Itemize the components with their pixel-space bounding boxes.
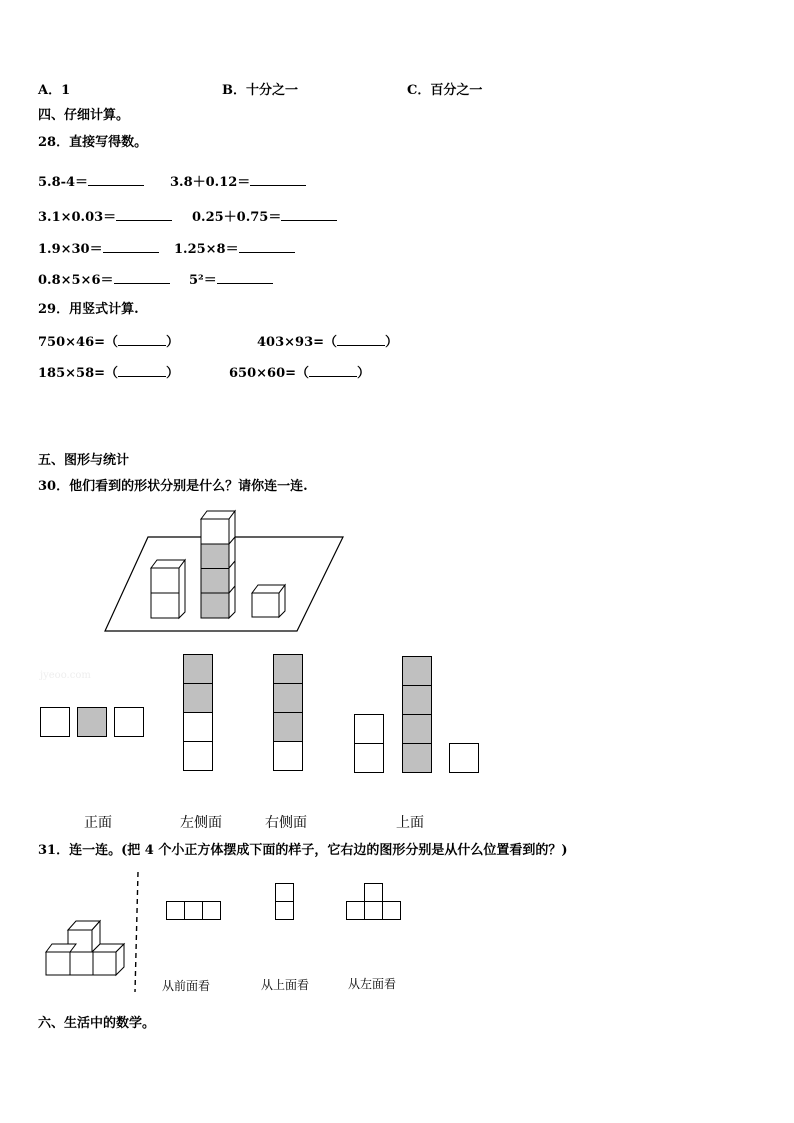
watermark: jyeoo.com [40, 670, 91, 681]
view-cube [273, 683, 303, 713]
q31-view-cell [166, 901, 185, 920]
view-cube [183, 741, 213, 771]
q29-item: 185×58=（ ） [38, 366, 180, 381]
single-cube [252, 585, 285, 617]
view-cube [183, 683, 213, 713]
q30-label-front: 正面 [84, 815, 112, 831]
view-cube [449, 743, 479, 773]
q31-label-top: 从上面看 [261, 978, 310, 992]
q28-title: 28．直接写得数。 [38, 135, 148, 150]
view-cube [273, 654, 303, 684]
view-cube [273, 712, 303, 742]
view-cube [183, 712, 213, 742]
q29-item: 650×60=（ ） [229, 366, 371, 381]
q31-view-cell [184, 901, 203, 920]
q30-title: 30．他们看到的形状分别是什么？请你连一连. [38, 479, 308, 494]
q28-item: 0.8×5×6＝ [38, 271, 170, 289]
q30-label-top: 上面 [396, 815, 424, 831]
view-cube [402, 685, 432, 715]
q29-item: 403×93=（ ） [257, 335, 399, 350]
q31-view-cell [202, 901, 221, 920]
section-6-title: 六、生活中的数学。 [38, 1016, 156, 1031]
view-cube [77, 707, 107, 737]
option-c: C．百分之一 [407, 83, 483, 98]
q31-view-cell [346, 901, 365, 920]
q31-label-left: 从左面看 [348, 977, 397, 991]
view-cube [183, 654, 213, 684]
view-cube [354, 714, 384, 744]
option-a: A．1 [38, 83, 71, 98]
q28-item: 3.1×0.03＝ [38, 208, 172, 226]
option-b: B．十分之一 [222, 83, 298, 98]
q30-label-left: 左侧面 [180, 815, 222, 831]
section-4-title: 四、仔细计算。 [38, 108, 130, 123]
q28-item: 1.9×30＝ [38, 240, 159, 258]
q31-view-cell [364, 883, 383, 902]
left-stack [151, 560, 185, 618]
q31-view-cell [275, 883, 294, 902]
view-cube [114, 707, 144, 737]
q28-item: 5²＝ [189, 271, 273, 289]
view-cube [402, 743, 432, 773]
view-cube [402, 656, 432, 686]
q28-item: 5.8-4＝ [38, 173, 144, 191]
tall-stack [201, 511, 235, 618]
q31-label-front: 从前面看 [162, 979, 211, 993]
q29-item: 750×46=（ ） [38, 335, 180, 350]
q28-item: 1.25×8＝ [174, 240, 295, 258]
q31-view-cell [275, 901, 294, 920]
view-cube [354, 743, 384, 773]
q31-view-cell [364, 901, 383, 920]
q28-item: 3.8＋0.12＝ [170, 173, 306, 191]
q29-title: 29．用竖式计算. [38, 302, 139, 317]
q31-view-cell [382, 901, 401, 920]
q31-title: 31．连一连。(把 4 个小正方体摆成下面的样子，它右边的图形分别是从什么位置看到的？) [38, 843, 568, 858]
section-5-title: 五、图形与统计 [38, 453, 130, 468]
q28-item: 0.25＋0.75＝ [192, 208, 337, 226]
q30-label-right: 右侧面 [265, 815, 307, 831]
view-cube [402, 714, 432, 744]
table-plane [105, 537, 343, 631]
view-cube [273, 741, 303, 771]
view-cube [40, 707, 70, 737]
